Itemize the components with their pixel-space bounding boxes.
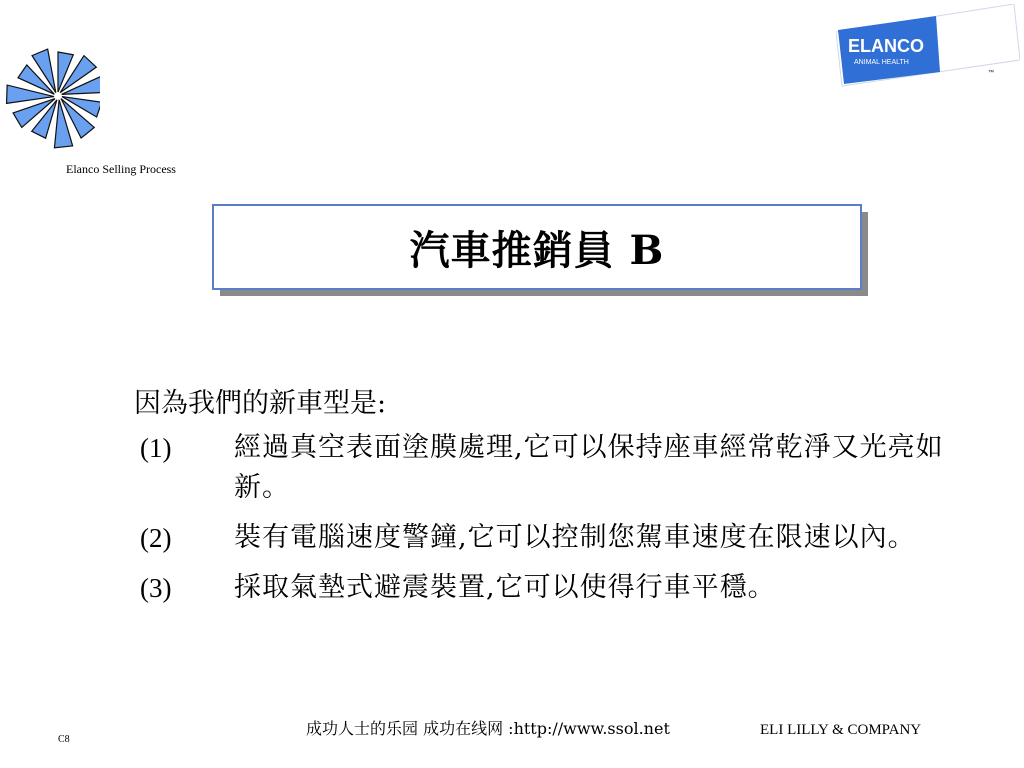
slide-content (130, 384, 990, 618)
intro-text: 因為我們的新車型是: (134, 388, 387, 419)
list-item (130, 568, 990, 608)
company-name: ELI LILLY & COMPANY (760, 722, 922, 738)
list-item-number: (2) (140, 523, 172, 553)
slide-number: C8 (58, 734, 70, 745)
list-item-text: 裝有電腦速度警鐘,它可以控制您駕車速度在限速以內。 (234, 522, 916, 553)
list-item-text: 採取氣墊式避震裝置,它可以使得行車平穩。 (234, 572, 776, 603)
title-box (212, 204, 862, 290)
elanco-logo-name: ELANCO (848, 36, 924, 56)
list-item-number: (3) (140, 573, 172, 603)
elanco-logo-subtitle: ANIMAL HEALTH (854, 59, 909, 66)
list-item (130, 518, 990, 558)
trademark-symbol: ™ (988, 70, 994, 76)
list-item-number: (1) (140, 433, 172, 463)
footer-website-link[interactable]: 成功人士的乐园 成功在线网 :http://www.ssol.net (306, 719, 670, 738)
elanco-selling-process-burst-logo (4, 38, 100, 158)
list-item-text: 經過真空表面塗膜處理,它可以保持座車經常乾淨又光亮如新。 (234, 432, 944, 503)
list-item (130, 428, 990, 508)
slide-title: 汽車推銷員 B (409, 226, 665, 274)
process-label: Elanco Selling Process (66, 162, 176, 176)
